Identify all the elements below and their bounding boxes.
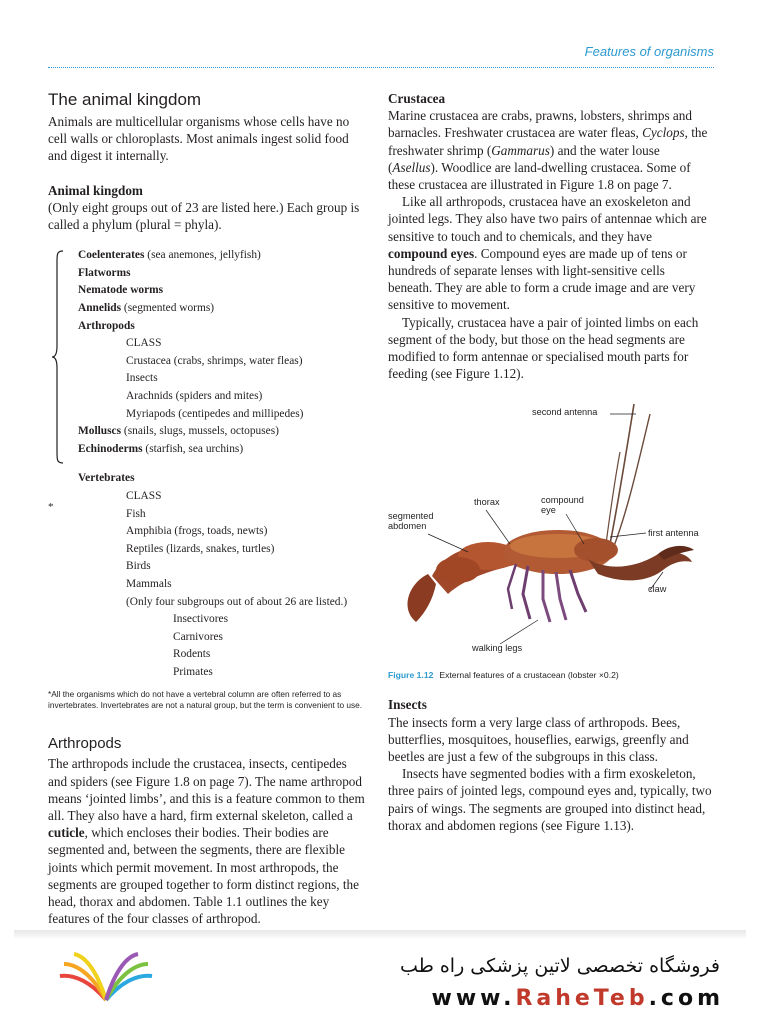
label-second-antenna: second antenna [532,407,598,418]
open-book-logo-icon [56,952,156,1008]
list-item: Insects [126,372,158,385]
right-column [388,90,712,834]
left-column [48,90,368,928]
crustacea-paragraph-1: Marine crustacea are crabs, prawns, lobsters, shrimps and barnacles. Freshwater crustacea are water fleas, Cyclops, the freshwater shrimp (Gammarus) and the water louse (Asellus). Woodlice are land-dwelling crustacea. Some of these crustacea are illustrated in Figure 1.8 on page 7. [388,108,708,193]
section-heading-arthropods: Arthropods [48,735,122,753]
crustacea-paragraph-2: Like all arthropods, crustacea have an exoskeleton and jointed legs. They also have two pairs of antennae which are sensitive to touch and to chemicals, and they have compound eyes. Compound eyes are made up of tens or hundreds of separate lenses with light-sensitive cells beneath. They are able to form a crude image and are very sensitive to movement. [388,194,707,313]
list-item: Birds [126,560,151,573]
list-item: Mammals [126,577,172,590]
footnote: *All the organisms which do not have a vertebral column are often referred to as invertebrates. Invertebrates are not a natural group, but the term is convenient to use. [48,689,363,711]
label-compound-eye: compound eye [541,495,584,516]
label-first-antenna: first antenna [648,528,699,539]
footnote-star: * [48,501,54,514]
crustacea-paragraph-3: Typically, crustacea have a pair of jointed limbs on each segment of the body, but those on the head segments are modified to form antennae or specialised mouth parts for feeding (see Figure 1.12). [388,314,699,382]
subheading-insects: Insects [388,697,427,713]
list-item: Crustacea (crabs, shrimps, water fleas) [126,354,303,367]
brace-icon [52,250,64,464]
list-item: Reptiles (lizards, snakes, turtles) [126,542,275,555]
insects-paragraph-2: Insects have segmented bodies with a firm exoskeleton, three pairs of jointed legs, compound eyes and, typically, two pairs of wings. The segments are grouped into distinct head, thorax and abdomen regions (see Figure 1.13). [388,766,712,833]
list-item: Fish [126,507,146,520]
list-item: Carnivores [173,630,223,643]
header-rule [48,67,714,68]
invertebrate-list: * Coelenterates (sea anemones, jellyfish) Flatworms Nematode worms Annelids (segmented worms) Arthropods CLASS Crustacea (crabs, shrimps, water fleas) Insects Arachnids (spiders and mites) Myriapods (centipedes and millipedes) Molluscs (snails, slugs, mussels, octopuses) Echinoderms (starfish, sea urchins) [48,247,368,458]
list-item: Insectivores [173,613,229,626]
label-walking-legs: walking legs [472,643,523,654]
label-segmented-abdomen: segmented abdomen [388,511,434,532]
subheading-crustacea: Crustacea [388,91,446,106]
list-item: Arachnids (spiders and mites) [126,389,263,402]
list-item: (Only four subgroups out of about 26 are listed.) [126,595,348,608]
running-header: Features of organisms [584,44,714,59]
figure-caption: Figure 1.12 External features of a crustacean (lobster ×0.2) [388,670,619,681]
list-item: Primates [173,665,213,678]
lobster-figure [388,394,712,666]
shop-name: فروشگاه تخصصی لاتین پزشکی راه طب [400,955,720,977]
arthropods-paragraph: The arthropods include the crustacea, insects, centipedes and spiders (see Figure 1.8 on page 7). The name arthropod means ‘jointed limbs’, and this is a feature common to them all. They also have a hard, firm external skeleton, called a cuticle, which encloses their bodies. Their bodies are segmented and, between the segments, there are flexible joints which permit movement. In most arthropods, the segments are grouped together to form distinct regions, the head, thorax and abdomen. Table 1.1 outlines the key features of the four classes of arthropod. [48,756,365,927]
list-item: CLASS [126,337,162,350]
list-item: CLASS [126,489,162,502]
subheading-animal-kingdom: Animal kingdom [48,182,143,198]
section-heading-animal-kingdom: The animal kingdom [48,90,202,109]
shop-url[interactable]: www.RaheTeb.com [431,986,724,1011]
label-claw: claw [648,584,667,595]
vertebrate-list [48,470,368,681]
list-item: Rodents [173,648,211,661]
label-thorax: thorax [474,497,500,508]
list-item: Myriapods (centipedes and millipedes) [126,407,304,420]
vertebrates-heading: Vertebrates [78,472,135,485]
insects-paragraph-1: The insects form a very large class of arthropods. Bees, butterflies, mosquitoes, houseflies, earwigs, greenfly and beetles are just a few of the subgroups in this class. [388,714,689,765]
animal-kingdom-note: (Only eight groups out of 23 are listed here.) Each group is called a phylum (plural = phyla). [48,199,360,233]
list-item: Amphibia (frogs, toads, newts) [126,525,268,538]
intro-paragraph: Animals are multicellular organisms whose cells have no cell walls or chloroplasts. Most animals ingest solid food and digest it internally. [48,114,350,164]
